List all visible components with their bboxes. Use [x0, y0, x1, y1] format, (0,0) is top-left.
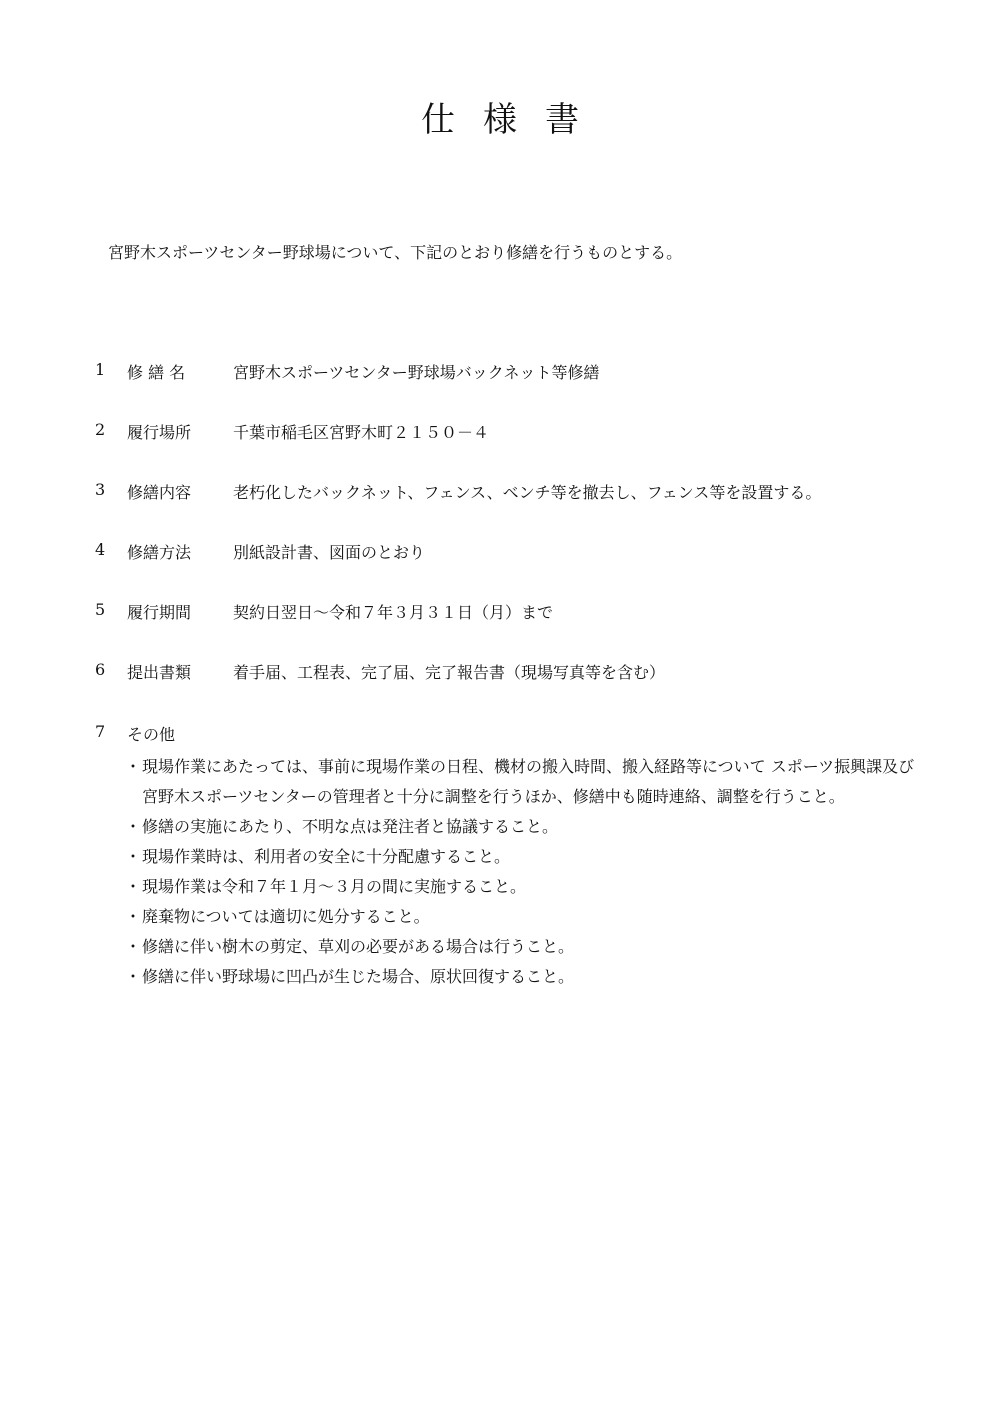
item-value: 契約日翌日～令和７年３月３１日（月）まで	[233, 603, 554, 622]
item-number: 2	[95, 420, 106, 439]
item-label: 履行期間	[127, 603, 192, 622]
item-label: その他	[127, 725, 176, 744]
item-number: 1	[95, 360, 106, 379]
item-number: 4	[95, 540, 106, 559]
item-label: 履行場所	[127, 423, 192, 442]
item-number: 5	[95, 600, 106, 619]
bullet-icon: ・	[125, 817, 142, 836]
note-text: 現場作業は令和７年１月～３月の間に実施すること。	[142, 877, 527, 896]
item-number: 3	[95, 480, 106, 499]
item-value: 老朽化したバックネット、フェンス、ベンチ等を撤去し、フェンス等を設置する。	[233, 483, 822, 502]
note-text: 廃棄物については適切に処分すること。	[142, 907, 430, 926]
item-label: 修 繕 名	[127, 363, 186, 382]
note-item	[125, 752, 915, 812]
spec-items	[95, 360, 935, 720]
note-item	[125, 902, 915, 932]
note-text: 現場作業にあたっては、事前に現場作業の日程、機材の搬入時間、搬入経路等について スポーツ振興課及び宮野木スポーツセンターの管理者と十分に調整を行うほか、修繕中も随時連絡、調整を行うこと。	[142, 757, 915, 806]
item-value: 千葉市稲毛区宮野木町２１５０－４	[233, 423, 490, 442]
spec-item-repair-name	[95, 360, 935, 420]
note-text: 現場作業時は、利用者の安全に十分配慮すること。	[142, 847, 511, 866]
document-title: 仕様書	[421, 100, 607, 140]
bullet-icon: ・	[125, 967, 142, 986]
note-text: 修繕に伴い野球場に凹凸が生じた場合、原状回復すること。	[142, 967, 575, 986]
note-item	[125, 932, 915, 962]
spec-item-period	[95, 600, 935, 660]
item-value: 宮野木スポーツセンター野球場バックネット等修繕	[233, 363, 600, 382]
spec-item-documents	[95, 660, 935, 720]
bullet-icon: ・	[125, 907, 142, 926]
spec-item-location	[95, 420, 935, 480]
item-label: 修繕内容	[127, 483, 192, 502]
bullet-icon: ・	[125, 847, 142, 866]
note-item	[125, 842, 915, 872]
item-value: 着手届、工程表、完了届、完了報告書（現場写真等を含む）	[233, 663, 666, 682]
note-item	[125, 812, 915, 842]
item-number: 6	[95, 660, 106, 679]
note-item	[125, 872, 915, 902]
note-text: 修繕の実施にあたり、不明な点は発注者と協議すること。	[142, 817, 559, 836]
notes-list	[125, 752, 915, 992]
bullet-icon: ・	[125, 757, 142, 776]
note-text: 修繕に伴い樹木の剪定、草刈の必要がある場合は行うこと。	[142, 937, 575, 956]
note-item	[125, 962, 915, 992]
bullet-icon: ・	[125, 937, 142, 956]
item-label: 修繕方法	[127, 543, 192, 562]
intro-text: 宮野木スポーツセンター野球場について、下記のとおり修繕を行うものとする。	[108, 243, 683, 262]
bullet-icon: ・	[125, 877, 142, 896]
item-label: 提出書類	[127, 663, 192, 682]
item-number: 7	[95, 722, 106, 741]
spec-item-method	[95, 540, 935, 600]
spec-item-content	[95, 480, 935, 540]
item-value: 別紙設計書、図面のとおり	[233, 543, 426, 562]
